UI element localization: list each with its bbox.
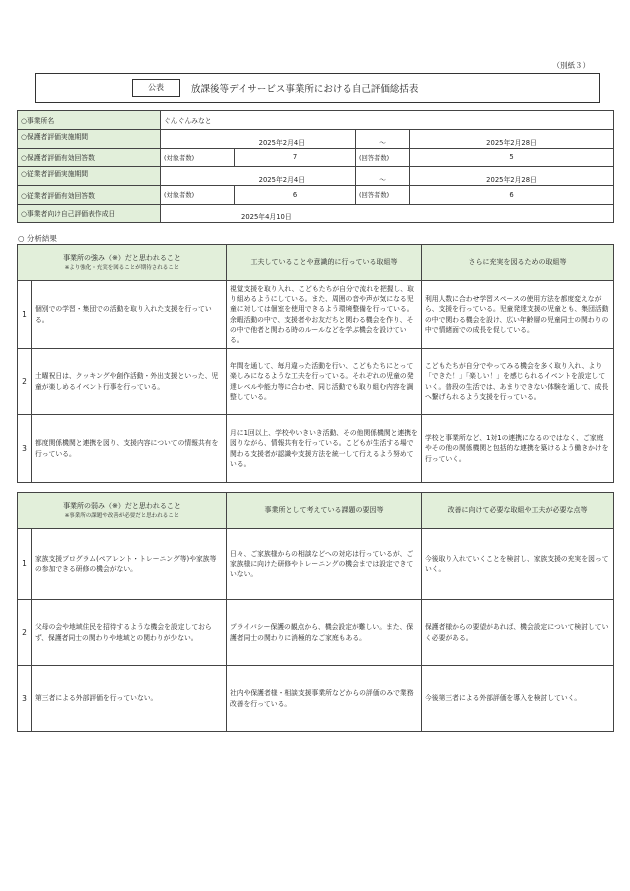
strength-effort-text: 月に1回以上、学校やいきいき活動、その他関係機関と連携を図りながら、情報共有を行っている。こどもが生活する場で関わる支援者が認識や支援方法を統一して行えるよう努めている。 xyxy=(227,415,422,483)
staff-period-tilde: ～ xyxy=(356,167,410,186)
strength-text: 個別での学習・集団での活動を取り入れた支援を行っている。 xyxy=(32,281,227,349)
weakness-row-3 xyxy=(18,666,614,732)
staff-target-value: 6 xyxy=(235,186,356,205)
staff-period-end: 2025年2月28日 xyxy=(410,167,614,186)
office-value: ぐんぐんみなと xyxy=(161,111,614,130)
strength-row-1 xyxy=(18,281,614,349)
weaknesses-col1-header: 事業所の弱み（※）だと思われること ※事業所の課題や改善が必要だと思われること xyxy=(18,493,227,529)
created-value: 2025年4月10日 xyxy=(161,204,614,223)
weaknesses-col2-header: 事業所として考えている課題の要因等 xyxy=(227,493,422,529)
strength-text: 土曜祝日は、クッキングや創作活動・外出支援といった、児童が楽しめるイベント行事を行っている。 xyxy=(32,349,227,415)
weakness-row-1 xyxy=(18,529,614,600)
weaknesses-header-row xyxy=(18,493,614,529)
staff-respondent-label: (回答者数) xyxy=(356,186,410,205)
info-row-staff-period xyxy=(18,167,614,186)
staff-target-label: (対象者数) xyxy=(161,186,235,205)
strength-improve-text: 利用人数に合わせ学習スペースの使用方法を都度変えながら、支援を行っている。児童発達支援の児童とも、集団活動の中で関わる機会を設け、広い年齢層の児童同士の関わりの中で情緒面での成長を促している。 xyxy=(422,281,614,349)
guardian-period-label: ○保護者評価実施期間 xyxy=(18,129,161,148)
weakness-number: 1 xyxy=(18,529,32,600)
strengths-table xyxy=(17,244,614,483)
guardian-target-value: 7 xyxy=(235,148,356,167)
guardian-period-start: 2025年2月4日 xyxy=(161,129,356,148)
weakness-text: 第三者による外部評価を行っていない。 xyxy=(32,666,227,732)
guardian-target-label: (対象者数) xyxy=(161,148,235,167)
strength-text: 都度関係機関と連携を図り、支援内容についての情報共有を行っている。 xyxy=(32,415,227,483)
weakness-cause-text: 社内や保護者様・相談支援事業所などからの評価のみで業務改善を行っている。 xyxy=(227,666,422,732)
weaknesses-col3-header: 改善に向けて必要な取組や工夫が必要な点等 xyxy=(422,493,614,529)
weakness-text: 家族支援プログラム(ペアレント・トレーニング等)や家族等の参加できる研修の機会がない。 xyxy=(32,529,227,600)
guardian-period-end: 2025年2月28日 xyxy=(410,129,614,148)
weakness-number: 3 xyxy=(18,666,32,732)
weakness-cause-text: 日々、ご家族様からの相談などへの対応は行っているが、ご家族様に向けた研修やトレーニングの機会までは設定できていない。 xyxy=(227,529,422,600)
guardian-respondent-value: 5 xyxy=(410,148,614,167)
strengths-col2-header: 工夫していることや意識的に行っている取組等 xyxy=(227,245,422,281)
analysis-label: ○ 分析結果 xyxy=(18,234,57,243)
strength-number: 3 xyxy=(18,415,32,483)
staff-period-label: ○従業者評価実施期間 xyxy=(18,167,161,186)
guardian-count-label: ○保護者評価有効回答数 xyxy=(18,148,161,167)
strength-number: 2 xyxy=(18,349,32,415)
info-row-guardian-period xyxy=(18,129,614,148)
created-label: ○事業者向け自己評価表作成日 xyxy=(18,204,161,223)
staff-period-start: 2025年2月4日 xyxy=(161,167,356,186)
strength-number: 1 xyxy=(18,281,32,349)
public-badge: 公表 xyxy=(132,79,180,97)
guardian-period-tilde: ～ xyxy=(356,129,410,148)
strengths-col3-header: さらに充実を図るための取組等 xyxy=(422,245,614,281)
info-row-office xyxy=(18,111,614,130)
strength-effort-text: 年間を通して、毎月違った活動を行い、こどもたちにとって楽しみになるような工夫を行っている。それぞれの児童の発達レベルや能力等に合わせ、同じ活動でも取り組む内容を調整している。 xyxy=(227,349,422,415)
weakness-row-2 xyxy=(18,600,614,666)
weakness-cause-text: プライバシー保護の観点から、機会設定が難しい。また、保護者同士の関わりに消極的なご家庭もある。 xyxy=(227,600,422,666)
strength-row-3 xyxy=(18,415,614,483)
strengths-header-row xyxy=(18,245,614,281)
weakness-improve-text: 保護者様からの要望があれば、機会設定について検討していく必要がある。 xyxy=(422,600,614,666)
weakness-number: 2 xyxy=(18,600,32,666)
strength-row-2 xyxy=(18,349,614,415)
info-row-guardian-count xyxy=(18,148,614,167)
page-title: 放課後等デイサービス事業所における自己評価総括表 xyxy=(191,84,419,95)
staff-respondent-value: 6 xyxy=(410,186,614,205)
strengths-col1-header: 事業所の強み（※）だと思われること ※より強化・充実を図ることが期待されること xyxy=(18,245,227,281)
weakness-improve-text: 今後第三者による外部評価を導入を検討していく。 xyxy=(422,666,614,732)
info-table xyxy=(17,110,614,223)
info-row-created xyxy=(18,204,614,223)
weakness-text: 父母の会や地域住民を招待するような機会を設定しておらず、保護者同士の関わりや地域との関わりが少ない。 xyxy=(32,600,227,666)
office-label: ○事業所名 xyxy=(18,111,161,130)
staff-count-label: ○従業者評価有効回答数 xyxy=(18,186,161,205)
weakness-improve-text: 今後取り入れていくことを検討し、家族支援の充実を図っていく。 xyxy=(422,529,614,600)
strength-improve-text: 学校と事業所など、1対1の連携になるのではなく、ご家庭やその他の関係機関と包括的な連携を築けるよう働きかけを行っていく。 xyxy=(422,415,614,483)
weaknesses-table xyxy=(17,492,614,732)
strength-improve-text: こどもたちが自分でやってみる機会を多く取り入れ、より「できた！」「楽しい！」を感じられるイベントを設定していく。普段の生活では、あまりできない体験を通して、成長へ繋げられるよう支援を行っている。 xyxy=(422,349,614,415)
annex-label: （別紙３） xyxy=(552,61,590,70)
strength-effort-text: 視覚支援を取り入れ、こどもたちが自分で流れを把握し、取り組めるようにしている。また、周囲の音や声が気になる児童に対しては個室を使用できるよう環境整備を行っている。余暇活動の中で、支援者やお友だちと関わる機会を作り、その中で他者と関わる時のルールなどを学ぶ機会を設けている。 xyxy=(227,281,422,349)
title-box xyxy=(35,73,600,103)
guardian-respondent-label: (回答者数) xyxy=(356,148,410,167)
info-row-staff-count xyxy=(18,186,614,205)
